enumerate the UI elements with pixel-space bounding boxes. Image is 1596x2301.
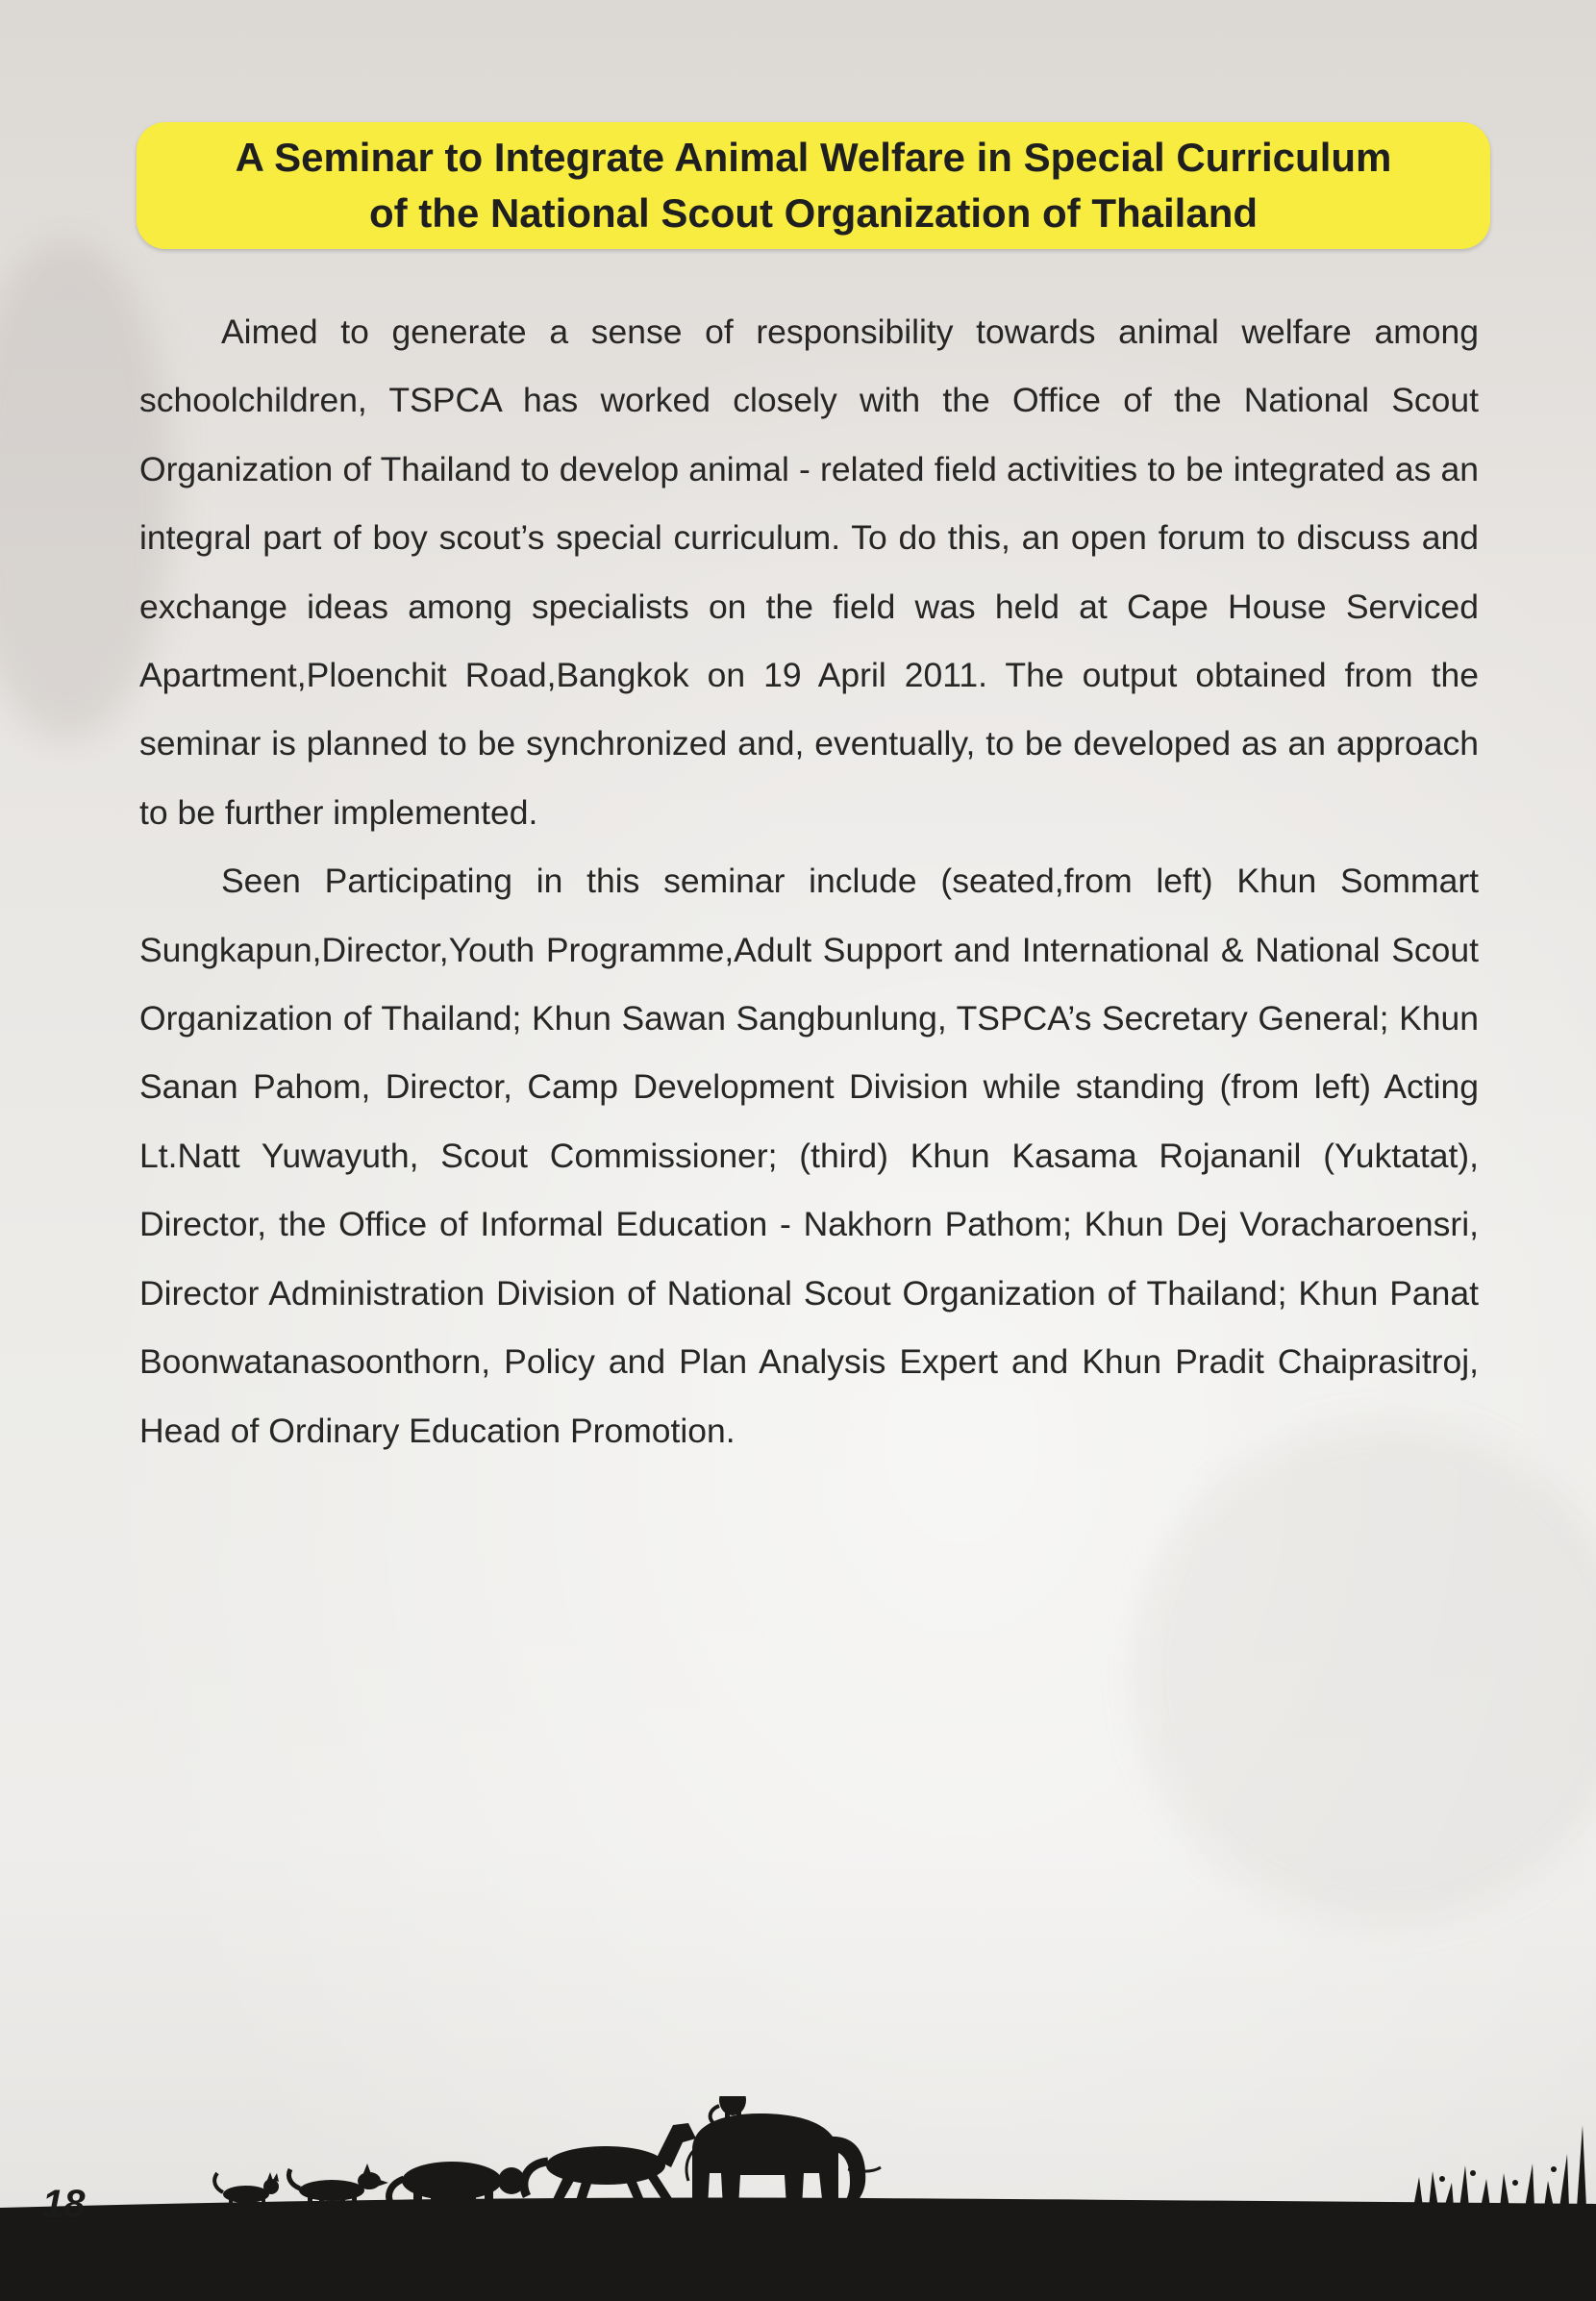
article-body <box>139 298 1479 1465</box>
faded-background-figure <box>1135 1423 1596 1923</box>
page-number: 18 <box>42 2183 86 2225</box>
page-title-line-1: A Seminar to Integrate Animal Welfare in Special Curriculum <box>235 135 1392 180</box>
animal-silhouette-footer <box>0 2096 1596 2301</box>
horse-icon <box>524 2123 696 2210</box>
paragraph-participants: Seen Participating in this seminar include (seated,from left) Khun Sommart Sungkapun,Director,Youth Programme,Adult Support and International & National Scout Organization of Thailand; Khun Sawan Sangbunlung, TSPCA’s Secretary General; Khun Sanan Pahom, Director, Camp Development Division while standing (from left) Acting Lt.Natt Yuwayuth, Scout Commissioner; (third) Khun Kasama Rojananil (Yuktatat), Director, the Office of Informal Education - Nakhorn Pathom; Khun Dej Voracharoensri, Director Administration Division of National Scout Organization of Thailand; Khun Panat Boonwatanasoonthorn, Policy and Plan Analysis Expert and Khun Pradit Chaiprasitroj, Head of Ordinary Education Promotion. <box>139 862 1479 1450</box>
page-title-line-2: of the National Scout Organization of Thailand <box>369 190 1258 236</box>
paragraph-intro: Aimed to generate a sense of responsibility towards animal welfare among schoolchildren, TSPCA has worked closely with the Office of the National Scout Organization of Thailand to develop animal - related field activities to be integrated as an integral part of boy scout’s special curriculum. To do this, an open forum to discuss and exchange ideas among specialists on the field was held at Cape House Serviced Apartment,Ploenchit Road,Bangkok on 19 April 2011. The output obtained from the seminar is planned to be synchronized and, eventually, to be developed as an approach to be further implemented. <box>139 313 1479 832</box>
ground-silhouette <box>0 2197 1596 2301</box>
grass-icon <box>1413 2125 1586 2208</box>
page-title <box>236 130 1392 241</box>
elephant-icon <box>686 2113 881 2208</box>
heading-banner <box>137 122 1490 249</box>
